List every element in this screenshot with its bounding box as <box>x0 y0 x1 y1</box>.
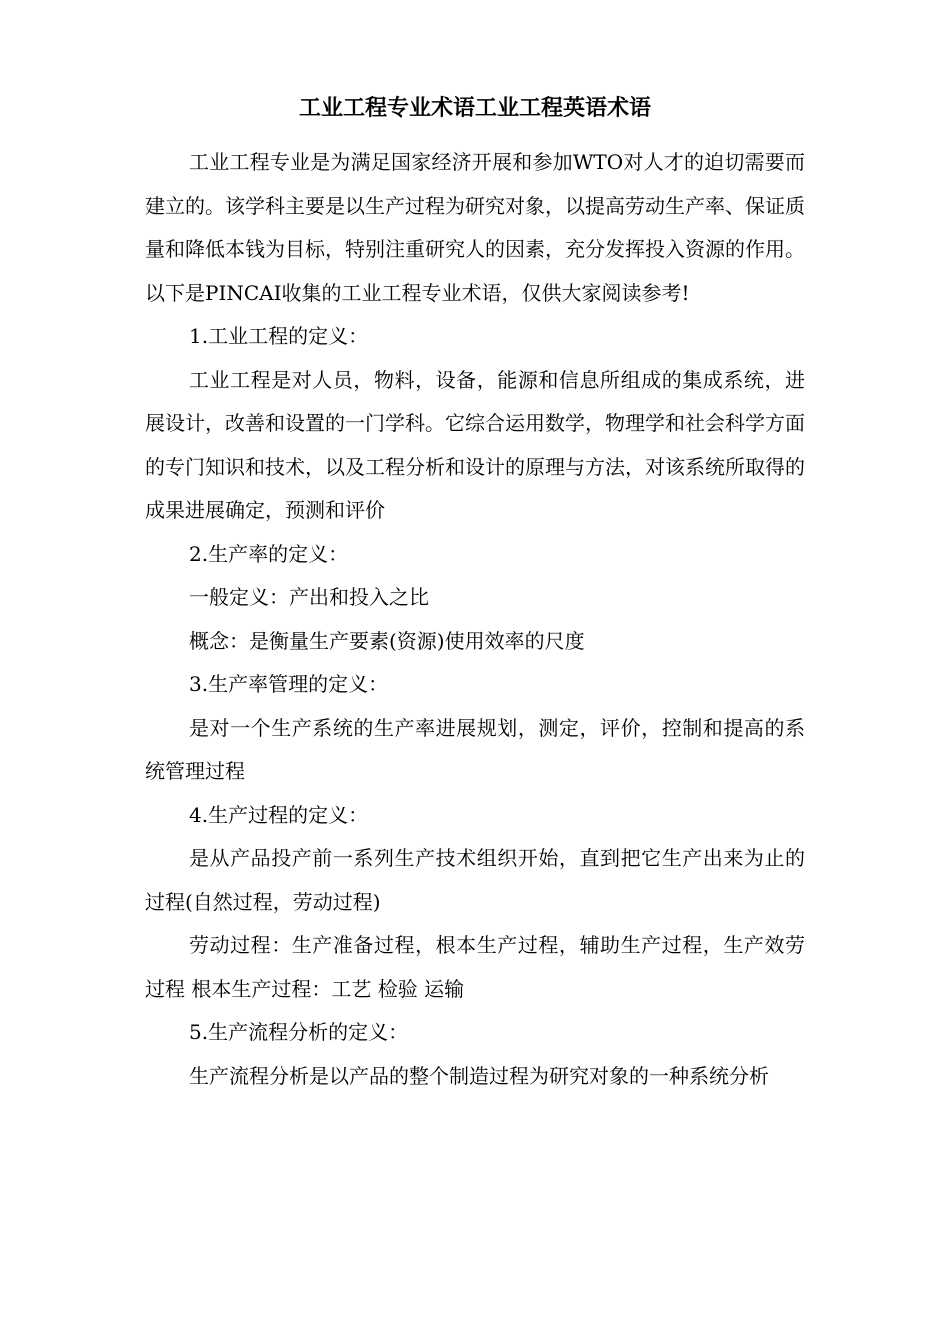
section-heading-production-process: 4.生产过程的定义： <box>189 802 369 827</box>
productivity-concept: 概念：是衡量生产要素(资源)使用效率的尺度 <box>189 628 585 653</box>
document-body <box>145 141 805 1098</box>
section-heading-productivity-management: 3.生产率管理的定义： <box>189 672 389 696</box>
document-title: 工业工程专业术语工业工程英语术语 <box>298 95 651 121</box>
section-heading-process-flow-analysis: 5.生产流程分析的定义： <box>189 1020 409 1044</box>
section-heading-ie-definition: 1.工业工程的定义： <box>189 324 369 348</box>
intro-paragraph: 工业工程专业是为满足国家经济开展和参加WTO对人才的迫切需要而建立的。该学科主要是以生产过程为研究对象，以提高劳动生产率、保证质量和降低本钱为目标，特别注重研究人的因素，充分发挥投入资源的作用。以下是PINCAI收集的工业工程专业术语，仅供大家阅读参考! <box>145 150 805 305</box>
productivity-management-paragraph: 是对一个生产系统的生产率进展规划，测定，评价，控制和提高的系统管理过程 <box>145 715 805 783</box>
production-process-paragraph: 是从产品投产前一系列生产技术组织开始，直到把它生产出来为止的过程(自然过程，劳动过程) <box>145 846 805 914</box>
process-flow-analysis-paragraph: 生产流程分析是以产品的整个制造过程为研究对象的一种系统分析 <box>189 1063 769 1088</box>
section-heading-productivity-definition: 2.生产率的定义： <box>189 541 349 566</box>
labor-process-paragraph: 劳动过程：生产准备过程，根本生产过程，辅助生产过程，生产效劳过程 根本生产过程：工艺 检验 运输 <box>145 933 805 1001</box>
ie-definition-paragraph: 工业工程是对人员，物料，设备，能源和信息所组成的集成系统，进展设计，改善和设置的一门学科。它综合运用数学，物理学和社会科学方面的专门知识和技术，以及工程分析和设计的原理与方法，对该系统所取得的成果进展确定，预测和评价 <box>145 367 805 522</box>
productivity-general-definition: 一般定义：产出和投入之比 <box>189 585 429 609</box>
